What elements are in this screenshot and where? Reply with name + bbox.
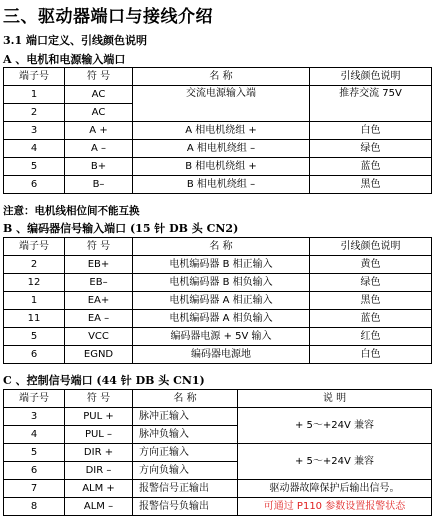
name-cell: 编码器电源地: [133, 346, 310, 364]
pin-cell: 5: [4, 444, 65, 462]
description-cell: + 5～+24V 兼容: [238, 408, 432, 444]
section-b-title: B 、编码器信号输入端口 (15 针 DB 头 CN2): [3, 222, 239, 235]
color-cell: 黑色: [310, 292, 432, 310]
header-name: 名 称: [133, 238, 310, 256]
table-row: [4, 176, 432, 194]
pin-cell: 7: [4, 480, 65, 498]
section-c-title: C 、控制信号端口 (44 针 DB 头 CN1): [3, 374, 205, 387]
name-cell: 电机编码器 B 相负输入: [133, 274, 310, 292]
header-symbol: 符 号: [65, 68, 133, 86]
table-row: [4, 256, 432, 274]
color-cell: 绿色: [310, 274, 432, 292]
name-cell: 电机编码器 B 相正输入: [133, 256, 310, 274]
header-symbol: 符 号: [65, 238, 133, 256]
symbol-cell: AC: [65, 104, 133, 122]
table-row: [4, 158, 432, 176]
pin-cell: 5: [4, 158, 65, 176]
name-cell: 脉冲负输入: [133, 426, 238, 444]
color-cell: 黑色: [310, 176, 432, 194]
color-cell: 白色: [310, 346, 432, 364]
subsection-title: 3.1 端口定义、引线颜色说明: [3, 34, 147, 47]
pin-cell: 2: [4, 256, 65, 274]
symbol-cell: EB+: [65, 256, 133, 274]
name-cell: 电机编码器 A 相正输入: [133, 292, 310, 310]
table-row: [4, 480, 432, 498]
table-row: [4, 140, 432, 158]
pin-cell: 1: [4, 292, 65, 310]
table-row: [4, 274, 432, 292]
table-row: [4, 292, 432, 310]
symbol-cell: EA –: [65, 310, 133, 328]
header-symbol: 符 号: [65, 390, 133, 408]
header-name: 名 称: [133, 68, 310, 86]
description-cell: + 5～+24V 兼容: [238, 444, 432, 480]
symbol-cell: ALM +: [65, 480, 133, 498]
table-row: [4, 328, 432, 346]
section-a-title: A 、电机和电源输入端口: [3, 53, 126, 66]
name-cell: B 相电机绕组 –: [133, 176, 310, 194]
table-header-row: [4, 238, 432, 256]
name-cell: 报警信号负输出: [133, 498, 238, 516]
header-pin: 端子号: [4, 238, 65, 256]
pin-cell: 1: [4, 86, 65, 104]
table-row: [4, 444, 432, 462]
symbol-cell: PUL –: [65, 426, 133, 444]
name-cell: 编码器电源 + 5V 输入: [133, 328, 310, 346]
pin-cell: 6: [4, 462, 65, 480]
symbol-cell: B+: [65, 158, 133, 176]
pin-cell: 6: [4, 346, 65, 364]
symbol-cell: PUL +: [65, 408, 133, 426]
name-cell: 报警信号正输出: [133, 480, 238, 498]
page-title: 三、驱动器端口与接线介绍: [3, 7, 213, 27]
pin-cell: 2: [4, 104, 65, 122]
symbol-cell: AC: [65, 86, 133, 104]
name-cell: 方向负输入: [133, 462, 238, 480]
symbol-cell: VCC: [65, 328, 133, 346]
color-cell: 蓝色: [310, 158, 432, 176]
control-signal-table: [3, 389, 432, 516]
name-cell: A 相电机绕组 +: [133, 122, 310, 140]
symbol-cell: B–: [65, 176, 133, 194]
table-row: [4, 498, 432, 516]
color-cell: 推荐交流 75V: [310, 86, 432, 122]
pin-cell: 8: [4, 498, 65, 516]
color-cell: 蓝色: [310, 310, 432, 328]
table-header-row: [4, 390, 432, 408]
table-header-row: [4, 68, 432, 86]
pin-cell: 5: [4, 328, 65, 346]
header-wire-color: 引线颜色说明: [310, 238, 432, 256]
symbol-cell: DIR –: [65, 462, 133, 480]
table-row: [4, 122, 432, 140]
header-description: 说 明: [238, 390, 432, 408]
symbol-cell: A –: [65, 140, 133, 158]
color-cell: 黄色: [310, 256, 432, 274]
header-pin: 端子号: [4, 68, 65, 86]
table-row: [4, 310, 432, 328]
name-cell: A 相电机绕组 –: [133, 140, 310, 158]
table-row: [4, 346, 432, 364]
color-cell: 红色: [310, 328, 432, 346]
symbol-cell: EGND: [65, 346, 133, 364]
pin-cell: 11: [4, 310, 65, 328]
name-cell: 方向正输入: [133, 444, 238, 462]
pin-cell: 12: [4, 274, 65, 292]
name-cell: B 相电机绕组 +: [133, 158, 310, 176]
header-pin: 端子号: [4, 390, 65, 408]
pin-cell: 3: [4, 122, 65, 140]
name-cell: 电机编码器 A 相负输入: [133, 310, 310, 328]
name-cell: 脉冲正输入: [133, 408, 238, 426]
phase-warning-note: 注意：电机线相位间不能互换: [3, 205, 140, 217]
motor-power-table: [3, 67, 432, 194]
name-cell: 交流电源输入端: [133, 86, 310, 122]
color-cell: 绿色: [310, 140, 432, 158]
symbol-cell: ALM –: [65, 498, 133, 516]
table-row: [4, 86, 432, 104]
header-name: 名 称: [133, 390, 238, 408]
table-row: [4, 408, 432, 426]
description-cell: 驱动器故障保护后输出信号。: [238, 480, 432, 498]
header-wire-color: 引线颜色说明: [310, 68, 432, 86]
pin-cell: 3: [4, 408, 65, 426]
symbol-cell: EA+: [65, 292, 133, 310]
pin-cell: 4: [4, 426, 65, 444]
description-cell-red: 可通过 P110 参数设置报警状态: [238, 498, 432, 516]
symbol-cell: A +: [65, 122, 133, 140]
encoder-table: [3, 237, 432, 364]
pin-cell: 6: [4, 176, 65, 194]
symbol-cell: EB–: [65, 274, 133, 292]
color-cell: 白色: [310, 122, 432, 140]
symbol-cell: DIR +: [65, 444, 133, 462]
pin-cell: 4: [4, 140, 65, 158]
